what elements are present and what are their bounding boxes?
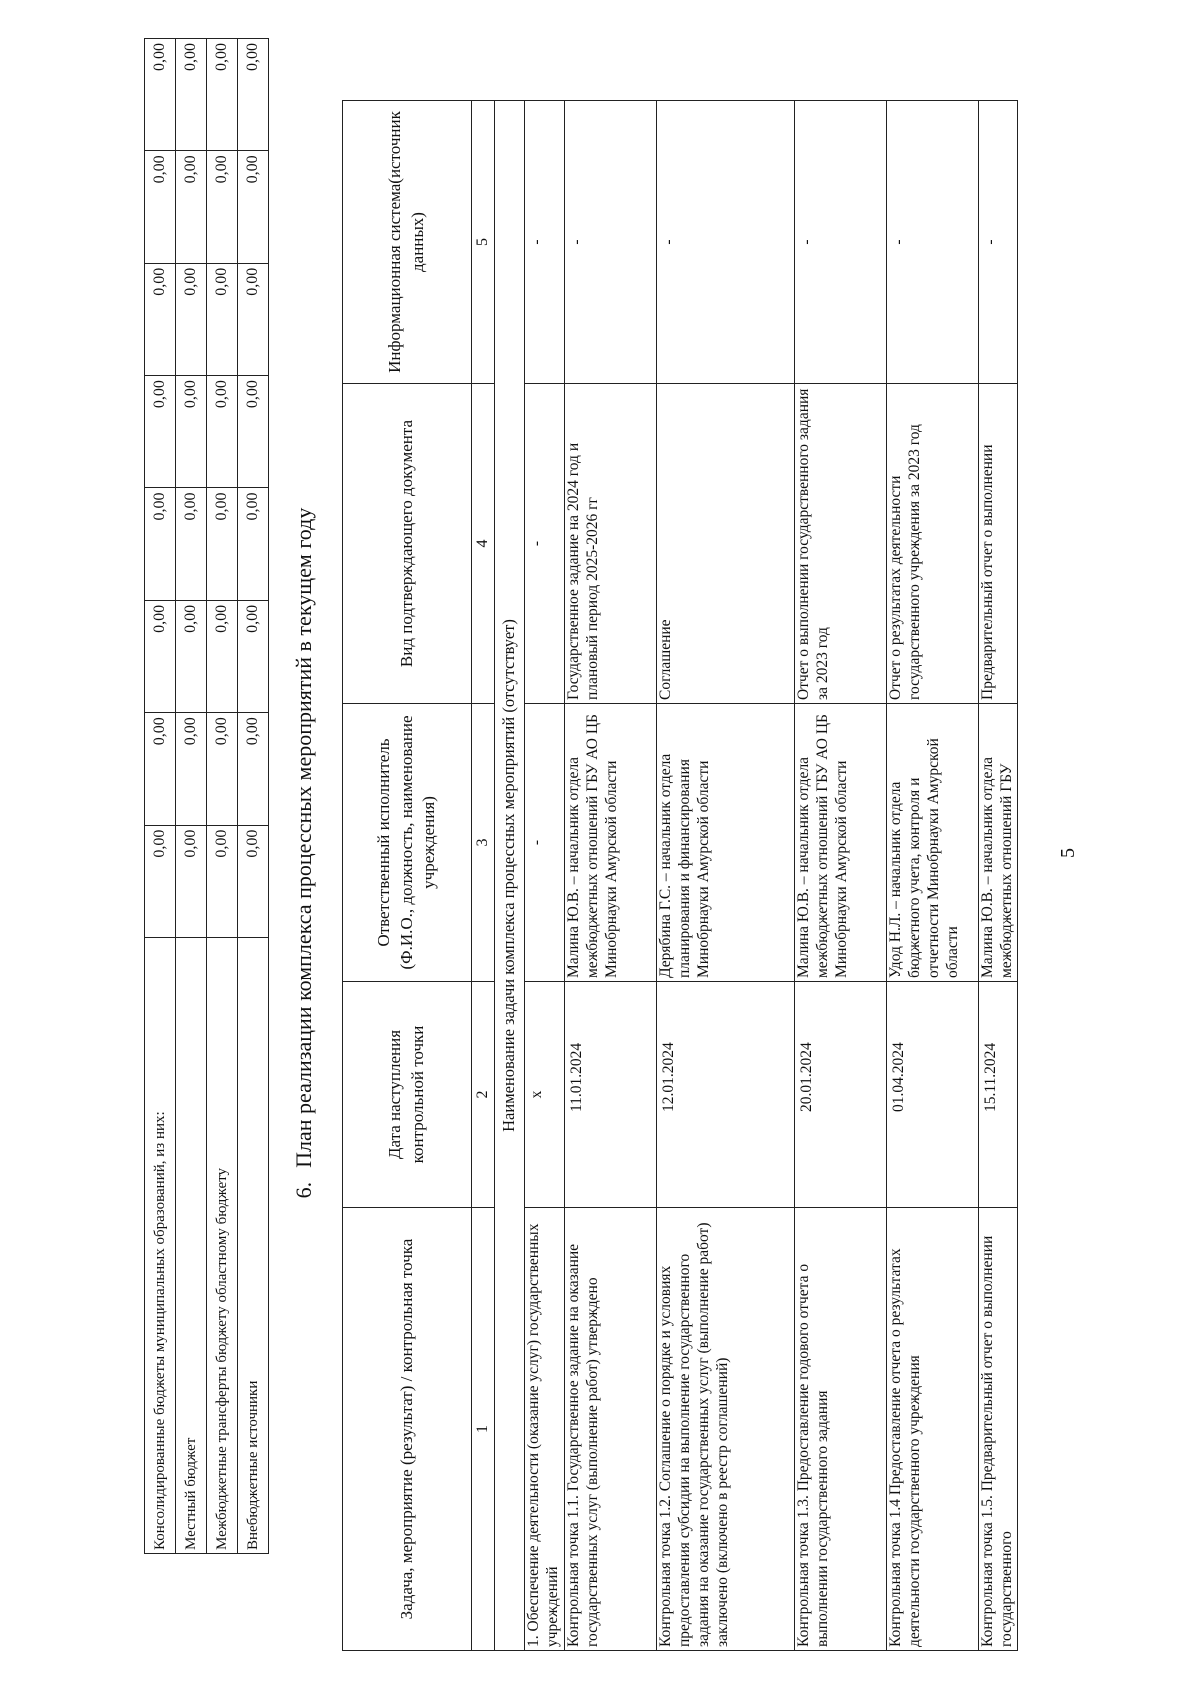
funding-value: 0,00 bbox=[176, 151, 207, 263]
funding-value: 0,00 bbox=[207, 151, 238, 263]
plan-document-cell: Государственное задание на 2024 год и плановый период 2025-2026 гг bbox=[565, 384, 657, 704]
plan-task-cell: Контрольная точка 1.2. Соглашение о порядке и условиях предоставления субсидии на выполнение государственного задания на оказание государственных услуг (выполнение работ) заключено (включено в реестр соглашений) bbox=[657, 1208, 795, 1651]
plan-task-cell: Контрольная точка 1.1. Государственное задание на оказание государственных услуг (выполнение работ) утверждено bbox=[565, 1208, 657, 1651]
funding-value: 0,00 bbox=[207, 825, 238, 937]
column-number-row bbox=[472, 101, 495, 1651]
plan-executor-cell: Дерябина Г.С. – начальник отдела планирования и финансирования Минобрнауки Амурской области bbox=[657, 704, 795, 982]
task-name: Наименование задачи комплекса процессных мероприятий (отсутствует) bbox=[495, 101, 525, 1651]
funding-value: 0,00 bbox=[207, 713, 238, 825]
funding-value: 0,00 bbox=[176, 488, 207, 600]
funding-value: 0,00 bbox=[238, 488, 269, 600]
section-title: План реализации комплекса процессных мероприятий в текущем году bbox=[291, 507, 316, 1168]
plan-date-cell: 01.04.2024 bbox=[887, 982, 979, 1208]
plan-source-cell: - bbox=[887, 101, 979, 384]
funding-value: 0,00 bbox=[176, 825, 207, 937]
funding-value: 0,00 bbox=[207, 39, 238, 151]
plan-executor-cell: Малина Ю.В. – начальник отдела межбюджетных отношений ГБУ АО ЦБ Минобрнауки Амурской области bbox=[795, 704, 887, 982]
column-number: 4 bbox=[472, 384, 495, 704]
funding-label: Внебюджетные источники bbox=[238, 938, 269, 1554]
funding-value: 0,00 bbox=[145, 488, 176, 600]
funding-value: 0,00 bbox=[145, 713, 176, 825]
column-number: 5 bbox=[472, 101, 495, 384]
header-date: Дата наступления контрольной точки bbox=[343, 982, 472, 1208]
funding-value: 0,00 bbox=[176, 713, 207, 825]
plan-task-cell: Контрольная точка 1.3. Предоставление годового отчета о выполнении государственного задания bbox=[795, 1208, 887, 1651]
plan-source-cell: - bbox=[525, 101, 565, 384]
funding-row bbox=[145, 39, 176, 1554]
funding-value: 0,00 bbox=[145, 825, 176, 937]
section-number: 6. bbox=[291, 1181, 316, 1199]
plan-document-cell: Отчет о выполнении государственного задания за 2023 год bbox=[795, 384, 887, 704]
task-name-row bbox=[495, 101, 525, 1651]
funding-value: 0,00 bbox=[238, 376, 269, 488]
plan-row bbox=[657, 101, 795, 1651]
plan-source-cell: - bbox=[565, 101, 657, 384]
plan-document-cell: Соглашение bbox=[657, 384, 795, 704]
plan-row bbox=[525, 101, 565, 1651]
plan-date-cell: 15.11.2024 bbox=[979, 982, 1018, 1208]
funding-value: 0,00 bbox=[145, 151, 176, 263]
header-document: Вид подтверждающего документа bbox=[343, 384, 472, 704]
plan-source-cell: - bbox=[979, 101, 1018, 384]
funding-value: 0,00 bbox=[238, 713, 269, 825]
plan-date-cell: 12.01.2024 bbox=[657, 982, 795, 1208]
plan-table bbox=[342, 100, 1018, 1651]
plan-task-cell: 1. Обеспечение деятельности (оказание услуг) государственных учреждений bbox=[525, 1208, 565, 1651]
funding-row bbox=[176, 39, 207, 1554]
header-executor: Ответственный исполнитель (Ф.И.О., должность, наименование учреждения) bbox=[343, 704, 472, 982]
plan-executor-cell: Удод Н.Л. – начальник отдела бюджетного учета, контроля и отчетности Минобрнауки Амурской области bbox=[887, 704, 979, 982]
column-number: 2 bbox=[472, 982, 495, 1208]
page-number: 5 bbox=[1057, 848, 1079, 858]
funding-label: Межбюджетные трансферты бюджету областному бюджету bbox=[207, 938, 238, 1554]
funding-row bbox=[238, 39, 269, 1554]
funding-value: 0,00 bbox=[176, 376, 207, 488]
funding-value: 0,00 bbox=[145, 263, 176, 375]
funding-value: 0,00 bbox=[238, 600, 269, 712]
plan-header-row bbox=[343, 101, 472, 1651]
plan-date-cell: х bbox=[525, 982, 565, 1208]
funding-value: 0,00 bbox=[238, 825, 269, 937]
plan-source-cell: - bbox=[657, 101, 795, 384]
column-number: 3 bbox=[472, 704, 495, 982]
funding-value: 0,00 bbox=[238, 39, 269, 151]
header-task: Задача, мероприятие (результат) / контрольная точка bbox=[343, 1208, 472, 1651]
funding-value: 0,00 bbox=[207, 600, 238, 712]
plan-task-cell: Контрольная точка 1.5. Предварительный отчет о выполнении государственного bbox=[979, 1208, 1018, 1651]
plan-task-cell: Контрольная точка 1.4 Предоставление отчета о результатах деятельности государственного учреждения bbox=[887, 1208, 979, 1651]
plan-executor-cell: Малина Ю.В. – начальник отдела межбюджетных отношений ГБУ АО ЦБ Минобрнауки Амурской области bbox=[565, 704, 657, 982]
funding-label: Местный бюджет bbox=[176, 938, 207, 1554]
plan-date-cell: 20.01.2024 bbox=[795, 982, 887, 1208]
plan-row bbox=[565, 101, 657, 1651]
column-number: 1 bbox=[472, 1208, 495, 1651]
funding-value: 0,00 bbox=[176, 263, 207, 375]
funding-value: 0,00 bbox=[207, 376, 238, 488]
plan-row bbox=[979, 101, 1018, 1651]
plan-executor-cell: Малина Ю.В. – начальник отдела межбюджетных отношений ГБУ bbox=[979, 704, 1018, 982]
funding-value: 0,00 bbox=[145, 39, 176, 151]
section-heading bbox=[291, 0, 317, 1706]
plan-executor-cell: - bbox=[525, 704, 565, 982]
header-source: Информационная система(источник данных) bbox=[343, 101, 472, 384]
funding-value: 0,00 bbox=[207, 488, 238, 600]
plan-source-cell: - bbox=[795, 101, 887, 384]
plan-row bbox=[887, 101, 979, 1651]
funding-value: 0,00 bbox=[176, 39, 207, 151]
funding-value: 0,00 bbox=[207, 263, 238, 375]
plan-document-cell: - bbox=[525, 384, 565, 704]
funding-value: 0,00 bbox=[238, 151, 269, 263]
plan-document-cell: Отчет о результатах деятельности государственного учреждения за 2023 год bbox=[887, 384, 979, 704]
plan-row bbox=[795, 101, 887, 1651]
plan-date-cell: 11.01.2024 bbox=[565, 982, 657, 1208]
funding-table bbox=[144, 38, 269, 1554]
funding-label: Консолидированные бюджеты муниципальных образований, из них: bbox=[145, 938, 176, 1554]
funding-value: 0,00 bbox=[176, 600, 207, 712]
funding-value: 0,00 bbox=[238, 263, 269, 375]
funding-row bbox=[207, 39, 238, 1554]
funding-value: 0,00 bbox=[145, 600, 176, 712]
funding-value: 0,00 bbox=[145, 376, 176, 488]
plan-document-cell: Предварительный отчет о выполнении bbox=[979, 384, 1018, 704]
